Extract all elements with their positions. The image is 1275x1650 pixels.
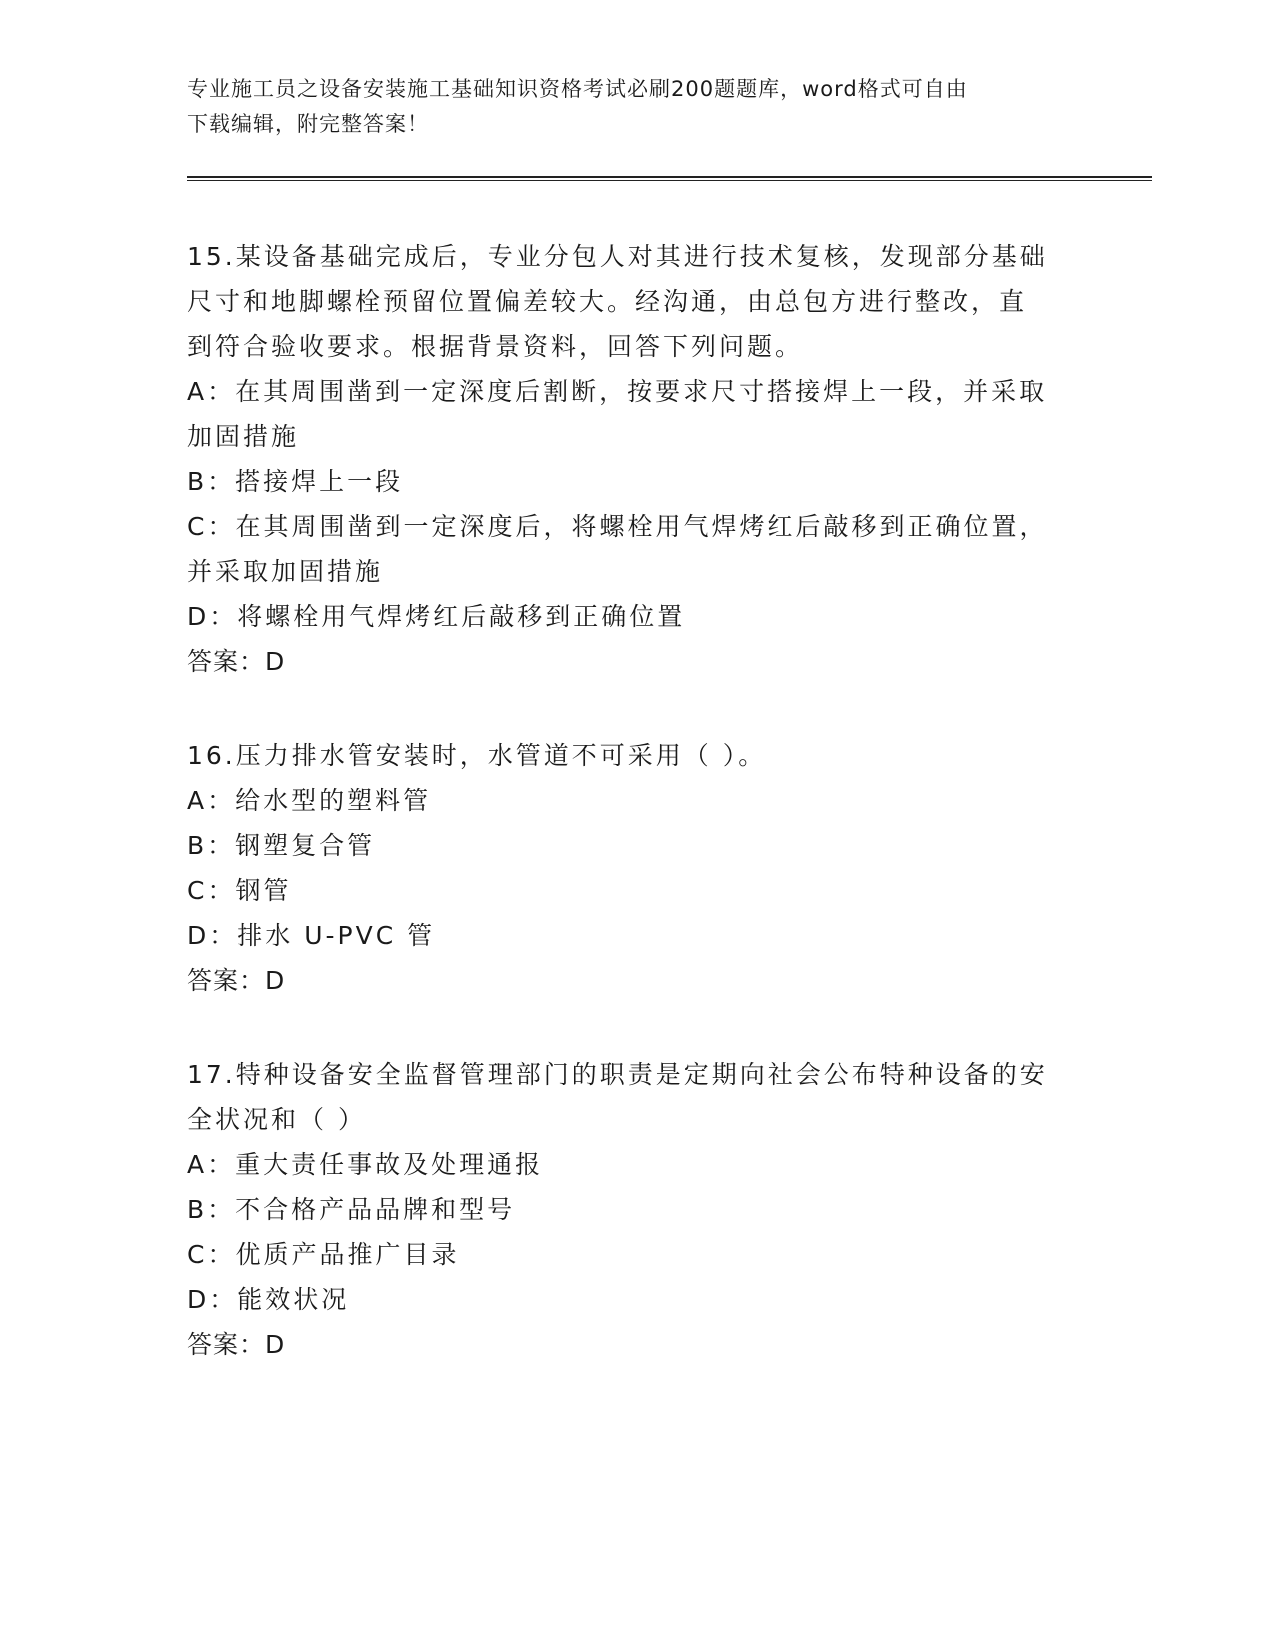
option-d: D：排水 U-PVC 管: [187, 921, 436, 950]
question-stem-line: 16.压力排水管安装时，水管道不可采用（ ）。: [187, 741, 767, 770]
document-header: [187, 72, 1077, 142]
option-c-line: C：在其周围凿到一定深度后，将螺栓用气焊烤红后敲移到正确位置，: [187, 512, 1048, 541]
option-b: B：不合格产品品牌和型号: [187, 1195, 516, 1224]
question-stem-line: 17.特种设备安全监督管理部门的职责是定期向社会公布特种设备的安: [187, 1060, 1048, 1089]
option-d: D：将螺栓用气焊烤红后敲移到正确位置: [187, 602, 686, 631]
option-c: C：钢管: [187, 876, 292, 905]
answer: 答案：D: [187, 966, 286, 995]
option-b: B：搭接焊上一段: [187, 467, 404, 496]
option-c-line: 并采取加固措施: [187, 557, 384, 586]
option-c: C：优质产品推广目录: [187, 1240, 460, 1269]
question-stem-line: 全状况和（ ）: [187, 1105, 366, 1134]
question-15: [187, 234, 1087, 684]
question-16: [187, 733, 1087, 1003]
answer: 答案：D: [187, 647, 286, 676]
question-stem-line: 15.某设备基础完成后，专业分包人对其进行技术复核，发现部分基础: [187, 242, 1048, 271]
question-stem-line: 到符合验收要求。根据背景资料，回答下列问题。: [187, 332, 804, 361]
header-line-2: 下载编辑，附完整答案！: [187, 112, 429, 136]
option-a-line: 加固措施: [187, 422, 300, 451]
header-divider: [187, 176, 1152, 181]
option-d: D：能效状况: [187, 1285, 350, 1314]
question-stem-line: 尺寸和地脚螺栓预留位置偏差较大。经沟通，由总包方进行整改，直: [187, 287, 1028, 316]
option-a-line: A：在其周围凿到一定深度后割断，按要求尺寸搭接焊上一段，并采取: [187, 377, 1048, 406]
answer: 答案：D: [187, 1330, 286, 1359]
header-line-1: 专业施工员之设备安装施工基础知识资格考试必刷200题题库，word格式可自由: [187, 77, 968, 101]
question-17: [187, 1052, 1087, 1367]
option-a: A：给水型的塑料管: [187, 786, 432, 815]
option-b: B：钢塑复合管: [187, 831, 376, 860]
option-a: A：重大责任事故及处理通报: [187, 1150, 544, 1179]
